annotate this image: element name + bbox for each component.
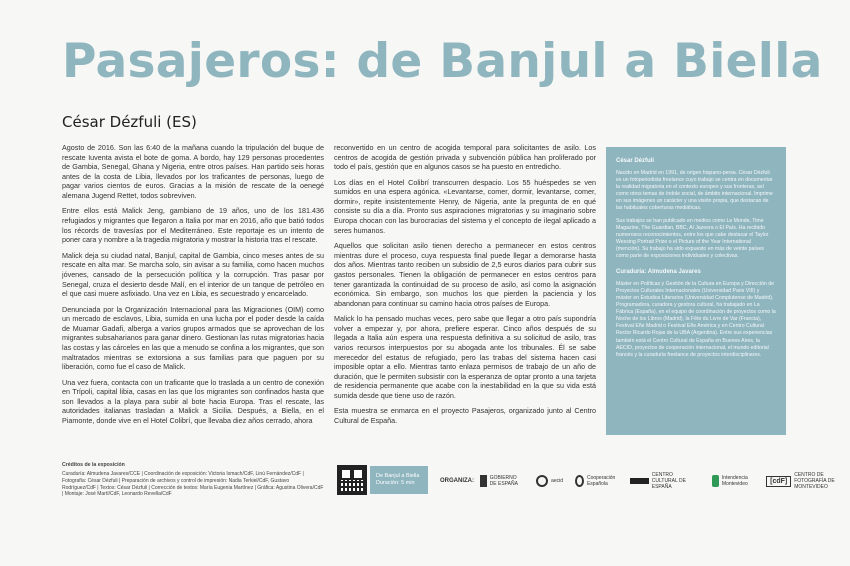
logo-centro-cultural-espana: CENTRO CULTURAL DE ESPAÑA bbox=[630, 472, 699, 490]
paragraph: Esta muestra se enmarca en el proyecto Pasajeros, organizado junto al Centro Cultural de España. bbox=[334, 406, 596, 426]
audio-title: De Banjul a Biella bbox=[376, 472, 420, 479]
paragraph: Malick deja su ciudad natal, Banjul, capital de Gambia, cinco meses antes de su rescate en alta mar. Se marcha solo, sin avisar a su familia, como hacen muchos jóvenes, cansado de la persecución política y la corrupción. Tras pasar por Senegal, cruza el desierto desde Malí, en el interior de un tanque de petróleo en el que casi muere asfixiado. Una vez en Libia, es secuestrado y encarcelado. bbox=[62, 250, 324, 299]
bio-paragraph: Nacido en Madrid en 1991, de origen hispano-persa. César Dézfuli es un fotoperiodista freelance cuyo trabajo se centra en documentar la realidad migratoria en el contexto europeo y sus fronteras, así como otros temas de índole social, de ámbito internacional. Imprime en sus imágenes un carácter y una visión propia, que destacan de las habituales coberturas mediáticas. bbox=[616, 170, 773, 212]
audio-duration: Duración: 5 min bbox=[376, 480, 415, 486]
text-column-1 bbox=[62, 143, 324, 432]
intendencia-icon bbox=[712, 475, 719, 487]
logo-aecid: aecid bbox=[536, 475, 563, 487]
paragraph: reconvertido en un centro de acogida temporal para solicitantes de asilo. Los centros de acogida de gestión privada y subvención pública han proliferado por todo el país, gestión que en algunos casos se ha puesto en entredicho. bbox=[334, 143, 596, 172]
paragraph: Aquellos que solicitan asilo tienen derecho a permanecer en estos centros mientras dure el proceso, cuya respuesta final puede llegar a demorarse hasta dos años. Mientras tanto reciben un subsidio de 2,5 euros diarios para cubrir sus gastos personales. Tienen la obligación de permanecer en estos centros para tener garantizada la continuidad de su proceso de asilo, así como la asignación económica. Sin embargo, son muchos los que pierden la paciencia y los abandonan para continuar su camino hacia otros países de Europa. bbox=[334, 241, 596, 308]
page-title: Pasajeros: de Banjul a Biella bbox=[62, 34, 823, 89]
logo-gobierno-espana: GOBIERNO DE ESPAÑA bbox=[480, 475, 524, 487]
text-column-2 bbox=[334, 143, 596, 432]
paragraph: Entre ellos está Malick Jeng, gambiano de 19 años, uno de los 181.436 refugiados y migrantes que llegaron a Italia por mar en 2016, año que batió todos los récords de travesías por el Mediterráneo. Este reportaje es un intento de poner cara y nombre a la tragedia migratoria y mostrar la historia tras el rescate. bbox=[62, 206, 324, 245]
aecid-icon bbox=[536, 475, 548, 487]
cce-icon bbox=[630, 478, 648, 484]
coat-of-arms-icon bbox=[480, 475, 487, 487]
paragraph: Los días en el Hotel Colibrí transcurren despacio. Los 55 huéspedes se ven sumidos en una espera agónica. «Levantarse, comer, dormir, levantarse, comer, dormir», repite insistentemente Henry, de Nigeria, ante la pregunta de en qué consiste su día a día. Pronto sus aspiraciones migratorias y su imaginario sobre Europa chocan con las burocracias del sistema y el concepto de ilegal aplicado a seres humanos. bbox=[334, 177, 596, 235]
bio-heading: César Dézfuli bbox=[616, 158, 655, 164]
cooperacion-icon bbox=[575, 475, 584, 487]
qr-code-icon[interactable] bbox=[337, 465, 367, 495]
logo-cdf: [cdF] CENTRO DE FOTOGRAFÍA DE MONTEVIDEO bbox=[766, 472, 850, 490]
audio-guide-box[interactable] bbox=[370, 466, 428, 494]
bio-paragraph: Sus trabajos se han publicado en medios como Le Monde, Time Magazine, The Guardian, BBC, Al Jazeera o El País. Ha recibido numerosos reconocimientos, entre los que cabe destacar el Taylor Wessing Portrait Prize o el Picture of the Year International (mención). Su trabajo ha sido expuesto en más de veinte países como parte de exposiciones individuales y colectivas. bbox=[616, 218, 769, 260]
credits-heading: Créditos de la exposición bbox=[62, 462, 125, 468]
paragraph: Agosto de 2016. Son las 6:40 de la mañana cuando la tripulación del buque de rescate Iuventa avista el bote de goma. A bordo, hay 129 personas procedentes de Gambia, Senegal, Ghana y Nigeria, entre otros países. Han partido seis horas antes de la costa de Libia, llevados por los traficantes de personas, luego de pagar varios cientos de euros. Gracias a la misión de rescate de la oenegé alemana Jugend Rettet, todos sobreviven. bbox=[62, 143, 324, 200]
paragraph: Una vez fuera, contacta con un traficante que lo traslada a un centro de conexión en Trípoli, capital libia, casas en las que los migrantes son confinados hasta que son llevados a la playa para subir al bote hacia Europa. Tras el rescate, las autoridades italianas trasladan a Malick a Sicilia. Después, a Biella, en el Piamonte, donde vive en el Hotel Colibrí, que llevaba diez años cerrado, ahora bbox=[62, 377, 324, 426]
logo-intendencia-montevideo: Intendencia Montevideo bbox=[712, 475, 755, 487]
sponsor-logos bbox=[480, 470, 850, 492]
logo-cooperacion-espanola: Cooperación Española bbox=[575, 475, 618, 487]
author-name: César Dézfuli (ES) bbox=[62, 113, 197, 131]
exhibition-credits bbox=[62, 462, 324, 498]
credits-text: Curaduría: Almudena Javares/CCE | Coordinación de exposición: Victoria Ismach/CdF, Linú Fernández/CdF | Fotografía: César Dézfuli | Preparación de archivos y control de impresión: Nadia Terkiel/CdF, Gustavo Rodríguez/CdF | Textos: César Dézfuli | Corrección de textos: María Eugenia Martínez | Gráfica: Agustina Olivera/CdF | Montaje: José Martí/CdF, Leonardo Revella/CdF bbox=[62, 471, 324, 498]
organiza-label: ORGANIZA: bbox=[440, 478, 474, 484]
curator-heading: Curaduría: Almudena Javares bbox=[616, 269, 701, 276]
paragraph: Denunciada por la Organización Internacional para las Migraciones (OIM) como un mercado de esclavos, Libia, sumida en una lucha por el poder desde la caída de Muamar Gadafi, alberga a varios grupos armados que se aprovechan de los migrantes subsaharianos para ganar dinero. Gestionan las rutas migratorias hacia las costas y las cárceles en las que a menudo se confina a los migrantes, que son maltratados mientras se extorsiona a sus familias para que paguen por su liberación, como fue el caso de Malick. bbox=[62, 304, 324, 372]
paragraph: Malick lo ha pensado muchas veces, pero sabe que llegar a otro país supondría volver a empezar y, por ahora, prefiere esperar. Cinco años después de su llegada a Italia aún espera una respuesta definitiva a su solicitud de asilo, tras varios recursos interpuestos por su abogada ante los tribunales. Él se sabe merecedor del estatus de refugiado, pero las trabas del sistema hacen casi imposible optar a ello. Mientras tanto enlaza permisos de trabajo de un año de duración, que le permiten subsistir con la esperanza de optar pronto a una tarjeta de residencia permanente que acabe con la inestabilidad en la que su vida está sumida desde que tiene uso de razón. bbox=[334, 314, 596, 400]
bio-sidebar bbox=[606, 147, 786, 435]
curator-paragraph: Máster en Políticas y Gestión de la Cultura en Europa y Dirección de Proyectos Culturales Internacionales (Universidad Paris VIII) y máster en Estudios Literarios (Universidad Complutense de Madrid). Programadora, curadora y gestora cultural, ha trabajado en La Fábrica (España), en el equipo de coordinación de proyectos como la Noche de los Libros (Madrid), la Fête du Livre de Var (Francia), Festival Eñe Madrid o Festival Eñe América y en Centro Cultural Rector Ricardo Rojas de la UBA (Argentina). Entre sus experiencias también está el Centro Cultural de España en Buenos Aires, la AECID, proyectos de cooperación internacional, el mundo editorial francés y la curaduría freelance de proyectos interdisciplinares. bbox=[616, 281, 776, 358]
